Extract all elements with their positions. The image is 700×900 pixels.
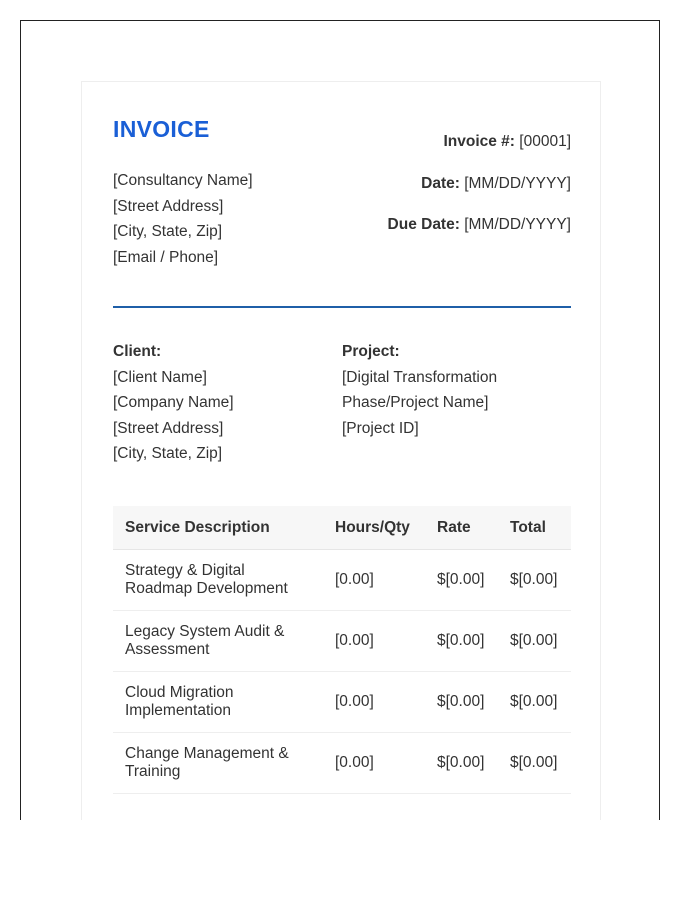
invoice-due-date-value: [MM/DD/YYYY] — [464, 216, 571, 233]
company-name: [Consultancy Name] — [113, 172, 253, 189]
client-street: [Street Address] — [113, 419, 224, 437]
table-row — [113, 733, 571, 794]
project-heading: Project: — [342, 343, 400, 360]
project-name-line2: Phase/Project Name] — [342, 394, 489, 411]
header-qty: Hours/Qty — [323, 506, 425, 550]
company-info — [113, 168, 253, 270]
row-qty: [0.00] — [323, 733, 425, 794]
invoice-number-label: Invoice #: — [443, 133, 515, 150]
client-block — [113, 339, 333, 467]
company-city: [City, State, Zip] — [113, 223, 223, 240]
invoice-header — [113, 82, 571, 307]
header-total: Total — [498, 506, 571, 550]
invoice-number-row — [388, 130, 571, 172]
table-row — [113, 611, 571, 672]
project-block — [342, 339, 571, 441]
project-name-line1: [Digital Transformation — [342, 368, 498, 386]
invoice-due-date-label: Due Date: — [387, 216, 460, 233]
row-total: $[0.00] — [498, 611, 571, 672]
row-qty: [0.00] — [323, 611, 425, 672]
client-name: [Client Name] — [113, 368, 207, 386]
row-qty: [0.00] — [323, 550, 425, 611]
row-rate: $[0.00] — [425, 672, 498, 733]
invoice-number-value: [00001] — [519, 133, 571, 150]
company-contact: [Email / Phone] — [113, 248, 219, 266]
row-total: $[0.00] — [498, 733, 571, 794]
invoice-date-label: Date: — [421, 174, 460, 192]
client-heading: Client: — [113, 343, 162, 360]
page-frame — [20, 20, 660, 820]
row-total: $[0.00] — [498, 672, 571, 733]
services-table — [113, 506, 571, 794]
row-rate: $[0.00] — [425, 550, 498, 611]
invoice-title: INVOICE — [113, 116, 210, 142]
row-description: Strategy & Digital Roadmap Development — [113, 550, 323, 611]
invoice-content — [113, 82, 571, 780]
invoice-date-value: [MM/DD/YYYY] — [464, 174, 571, 192]
header-divider — [113, 306, 571, 308]
invoice-card — [81, 81, 601, 820]
invoice-date-row — [388, 172, 571, 214]
row-rate: $[0.00] — [425, 733, 498, 794]
row-description: Legacy System Audit & Assessment — [113, 611, 323, 672]
row-rate: $[0.00] — [425, 611, 498, 672]
project-id: [Project ID] — [342, 419, 419, 437]
row-total: $[0.00] — [498, 550, 571, 611]
invoice-due-date-row — [388, 213, 571, 255]
row-qty: [0.00] — [323, 672, 425, 733]
header-description: Service Description — [113, 506, 323, 550]
client-company: [Company Name] — [113, 394, 234, 411]
row-description: Change Management & Training — [113, 733, 323, 794]
table-row — [113, 672, 571, 733]
client-city: [City, State, Zip] — [113, 445, 223, 462]
invoice-meta — [388, 130, 571, 255]
row-description: Cloud Migration Implementation — [113, 672, 323, 733]
header-rate: Rate — [425, 506, 498, 550]
table-row — [113, 550, 571, 611]
table-header-row — [113, 506, 571, 550]
company-street: [Street Address] — [113, 197, 224, 215]
